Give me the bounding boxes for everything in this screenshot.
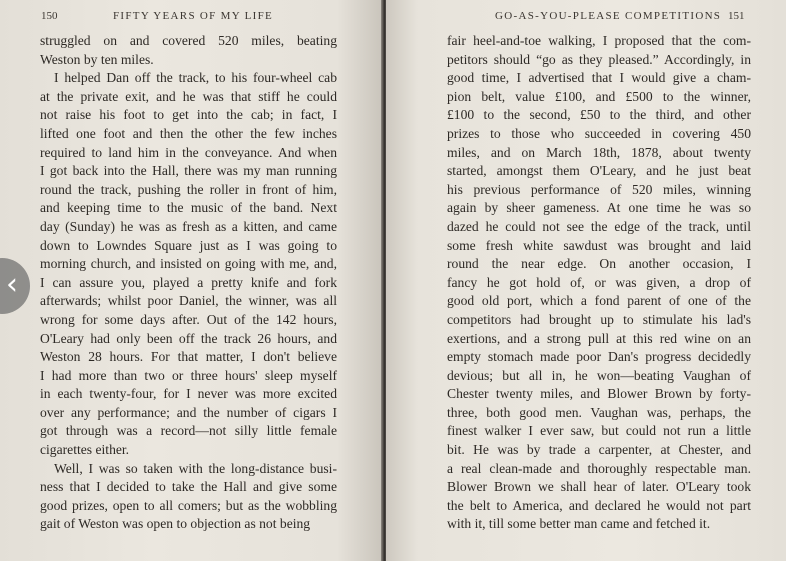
text-line: good old port, which a fond parent of one of the	[447, 293, 751, 309]
text-line: O'Leary had only been off the track 26 hours, and	[40, 330, 337, 346]
page-number: 151	[728, 10, 745, 22]
text-line: wrong for some days after. Out of the 142 hours,	[40, 311, 337, 327]
text-line: devious; but all in, he won—beating Vaughan of	[447, 367, 751, 383]
text-line: afterwards; whilst poor Daniel, the winner, was all	[40, 293, 337, 309]
text-line: in each twenty-four, for I never was more excited	[40, 386, 337, 402]
text-line: day (Sunday) he was as fresh as a kitten, and came	[40, 218, 337, 234]
text-line: good time, I advertised that I would give a cham-	[447, 70, 751, 86]
left-page	[0, 0, 383, 561]
text-line: required to land him in the conveyance. And when	[40, 144, 337, 160]
text-line: Blower Brown we shall hear of later. O'Leary took	[447, 479, 751, 495]
text-line: dazed he could not see the edge of the track, until	[447, 218, 751, 234]
text-line: a real clean-made and thoroughly respectable man.	[447, 460, 751, 476]
text-line: miles, and on March 18th, 1878, about twenty	[447, 144, 751, 160]
text-line: exertions, and a strong pull at this red wine on an	[447, 330, 751, 346]
right-page	[386, 0, 786, 561]
text-line: lifted one foot and then the other the few inches	[40, 125, 337, 141]
text-line: again by sheer gameness. At one time he was so	[447, 200, 751, 216]
text-line: started, amongst them O'Leary, and he just beat	[447, 163, 751, 179]
text-line: pion belt, value £100, and £500 to the winner,	[447, 88, 751, 104]
text-line: down to Lowndes Square just as I was going to	[40, 237, 337, 253]
text-line: morning church, and insisted on going with me, and,	[40, 256, 337, 272]
text-line: round the near edge. On another occasion, I	[447, 256, 751, 272]
running-head: FIFTY YEARS OF MY LIFE	[113, 10, 274, 22]
text-line: the belt to America, and declared he would not part	[447, 497, 751, 513]
text-line: with it, till some better man came and fetched it.	[447, 516, 711, 532]
text-line: Well, I was so taken with the long-distance busi-	[54, 460, 337, 476]
text-line: Weston by ten miles.	[40, 51, 154, 67]
text-line: three, both good men. Vaughan was, perhaps, the	[447, 404, 751, 420]
text-line: empty stomach made poor Dan's progress decidedly	[447, 349, 751, 365]
chevron-left-icon: ‹	[6, 267, 18, 302]
page-text	[40, 32, 337, 534]
text-line: his previous performance of 520 miles, winning	[447, 181, 751, 197]
text-line: I can assure you, played a pretty knife and fork	[40, 274, 337, 290]
page-text	[447, 32, 751, 534]
text-line: fancy he got hold of, or was given, a drop of	[447, 274, 751, 290]
text-line: struggled on and covered 520 miles, beating	[40, 33, 337, 48]
text-line: good prizes, open to all comers; but as the wobbling	[40, 497, 337, 513]
text-line: cigarettes either.	[40, 442, 130, 458]
text-line: fair heel-and-toe walking, I proposed that the com-	[447, 33, 751, 48]
text-line: not raise his foot to get into the cab; in fact, I	[40, 107, 337, 123]
text-line: at the private exit, and he was that stiff he could	[40, 88, 337, 104]
text-line: petitors should “go as they pleased.” Accordingly, in	[447, 51, 751, 67]
text-line: prizes to those who succeeded in covering 450	[447, 125, 751, 141]
text-line: Chester twenty miles, and Blower Brown by forty-	[447, 386, 751, 402]
text-line: got through was a record—not silly little female	[40, 423, 337, 439]
page-number: 150	[41, 10, 58, 22]
running-head: GO-AS-YOU-PLEASE COMPETITIONS	[495, 10, 722, 22]
text-line: over any performance; and the number of cigars I	[40, 404, 337, 420]
text-line: some fresh white sawdust was brought and laid	[447, 237, 751, 253]
text-line: and keeping time to the music of the band. Next	[40, 200, 337, 216]
text-line: ness that I decided to take the Hall and give some	[40, 479, 337, 495]
text-line: £100 to the second, £50 to the third, and other	[447, 107, 751, 123]
text-line: competitors had brought up to stimulate his lad's	[447, 311, 751, 327]
text-line: I helped Dan off the track, to his four-wheel cab	[54, 70, 337, 86]
text-line: round the track, pushing the roller in front of him,	[40, 181, 337, 197]
text-line: finest walker I ever saw, but could not run a little	[447, 423, 751, 439]
text-line: gait of Weston was open to objection as not being	[40, 516, 311, 532]
text-line: I had more than two or three hours' sleep myself	[40, 367, 337, 383]
text-line: bit. He was by trade a carpenter, at Chester, and	[447, 442, 751, 458]
text-line: Weston 28 hours. For that matter, I don't believe	[40, 349, 337, 365]
text-line: I got back into the Hall, there was my man running	[40, 163, 337, 179]
